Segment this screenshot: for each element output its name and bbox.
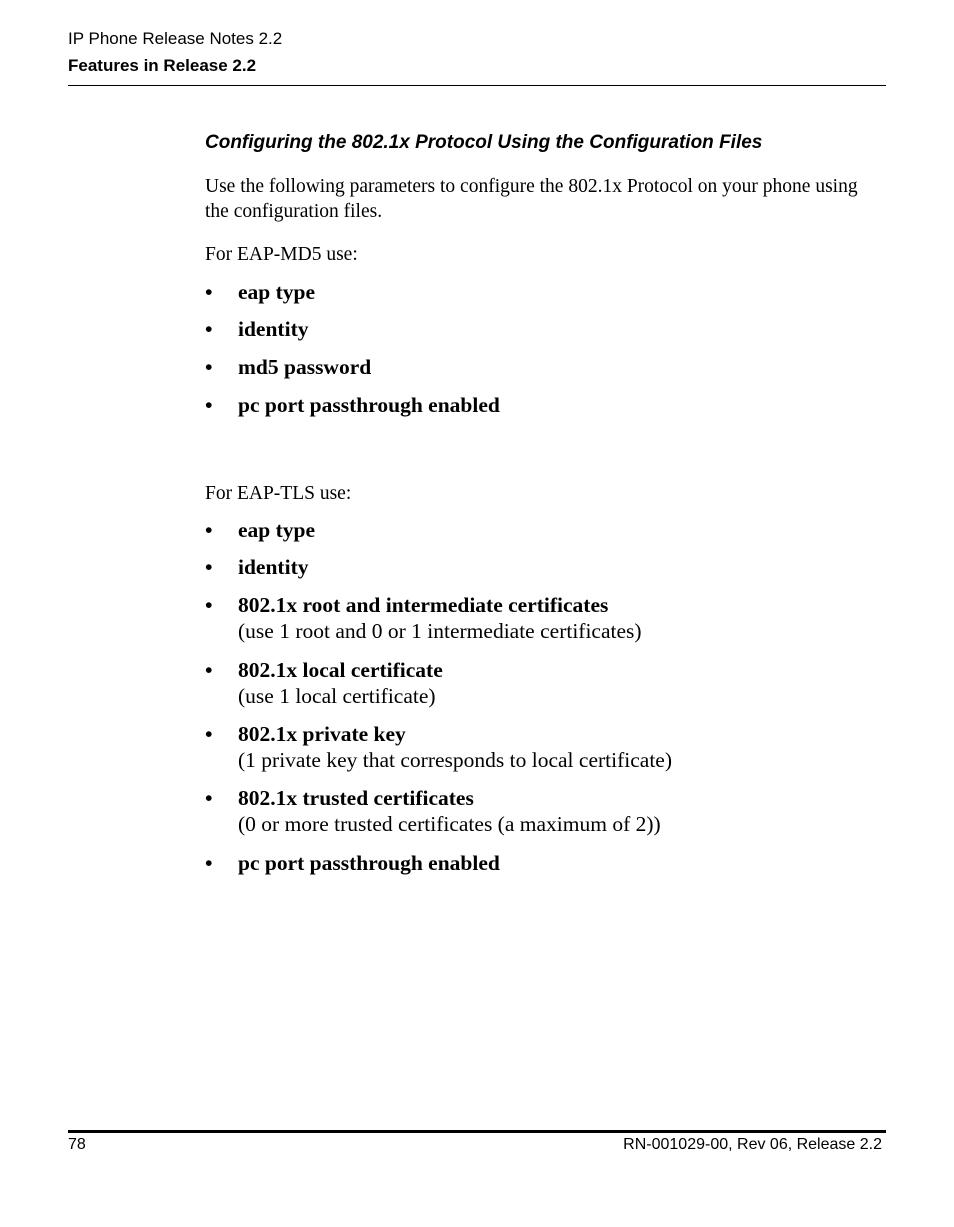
parameter-name: md5 password (238, 355, 372, 379)
parameter-note: (1 private key that corresponds to local certificate) (238, 748, 672, 772)
bullet-icon: • (205, 317, 213, 341)
document-id: RN-001029-00, Rev 06, Release 2.2 (623, 1136, 882, 1153)
eap-md5-label: For EAP-MD5 use: (205, 244, 358, 265)
running-header-section: Features in Release 2.2 (68, 56, 257, 75)
parameter-note: (use 1 local certificate) (238, 684, 436, 708)
footer-divider (68, 1130, 886, 1133)
eap-tls-label: For EAP-TLS use: (205, 483, 352, 504)
bullet-icon: • (205, 786, 213, 810)
parameter-note: (use 1 root and 0 or 1 intermediate certificates) (238, 619, 642, 643)
page-number: 78 (68, 1136, 86, 1153)
parameter-name: 802.1x root and intermediate certificates (238, 593, 609, 617)
parameter-name: identity (238, 317, 309, 341)
bullet-icon: • (205, 851, 213, 875)
parameter-name: pc port passthrough enabled (238, 851, 500, 875)
bullet-icon: • (205, 555, 213, 579)
intro-paragraph: Use the following parameters to configure the 802.1x Protocol on your phone using the configuration files. (205, 176, 858, 222)
bullet-icon: • (205, 593, 213, 617)
header-divider (68, 85, 886, 86)
parameter-name: eap type (238, 280, 316, 304)
bullet-icon: • (205, 393, 213, 417)
parameter-name: 802.1x local certificate (238, 658, 443, 682)
parameter-name: identity (238, 555, 309, 579)
bullet-icon: • (205, 658, 213, 682)
bullet-icon: • (205, 722, 213, 746)
bullet-icon: • (205, 355, 213, 379)
parameter-name: eap type (238, 518, 316, 542)
parameter-name: pc port passthrough enabled (238, 393, 500, 417)
running-header-title: IP Phone Release Notes 2.2 (68, 29, 283, 48)
section-heading: Configuring the 802.1x Protocol Using the Configuration Files (205, 132, 763, 153)
bullet-icon: • (205, 280, 213, 304)
bullet-icon: • (205, 518, 213, 542)
parameter-name: 802.1x trusted certificates (238, 786, 474, 810)
parameter-note: (0 or more trusted certificates (a maximum of 2)) (238, 812, 661, 836)
parameter-name: 802.1x private key (238, 722, 406, 746)
